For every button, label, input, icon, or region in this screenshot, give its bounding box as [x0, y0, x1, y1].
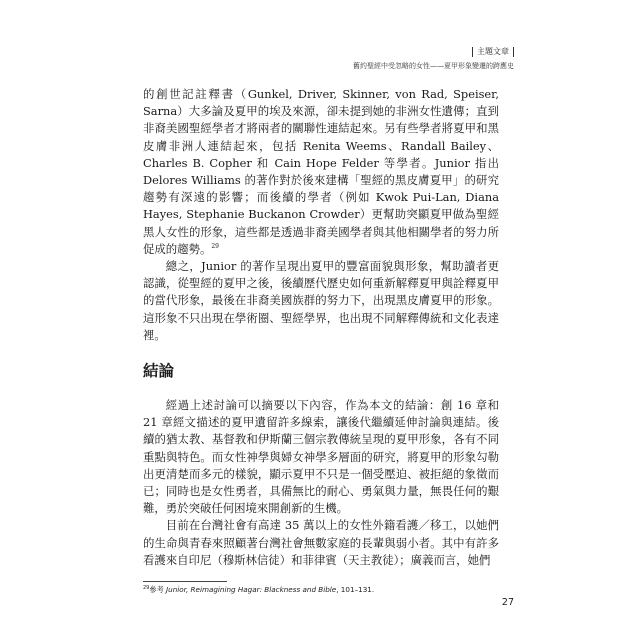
- running-header: [353, 39, 514, 71]
- footnote-29: [143, 585, 499, 595]
- paragraph-3: 經過上述討論可以摘要以下內容，作為本文的結論：創 16 章和 21 章經文描述的夏甲遺留許多線索，讓後代繼續延伸討論與連結。後續的猶太教、基督教和伊斯蘭三個宗教傳統呈現的夏甲形象，各有不同重點與特色。而女性神學與婦女神學多層面的研究，將夏甲的形象勾勒出更清楚而多元的樣貌，顯示夏甲不只是一個受壓迫、被拒絕的象徵而已；同時也是女性勇者，具備無比的耐心、勇氣與力量，無畏任何的艱難，勇於突破任何困境來開創新的生機。: [143, 398, 499, 516]
- paragraph-1: [143, 86, 499, 258]
- page-number: 27: [501, 597, 514, 608]
- body-text: [143, 86, 499, 569]
- footnote-number: 29: [143, 585, 150, 591]
- paragraph-4: 目前在台灣社會有高達 35 萬以上的女性外籍看護／移工，以她們的生命與青春來照顧著台灣社會無數家庭的長輩與弱小者。其中有許多看護來自印尼（穆斯林信徒）和菲律賓（天主教徒）；廣義而言，她們: [143, 518, 499, 567]
- running-title: 舊約聖經中受忽略的女性——夏甲形象變遷的跨應史: [353, 62, 514, 70]
- footnote-pages: , 101–131.: [336, 585, 375, 594]
- footnote-prefix: 參考: [149, 585, 167, 594]
- paragraph-2: 總之，Junior 的著作呈現出夏甲的豐富面貌與形象，幫助讀者更認識，從聖經的夏甲之後，後續歷代歷史如何重新解釋夏甲與詮釋夏甲的當代形象，最後在非裔美國族群的努力下，出現黑皮膚夏甲的形象。這形象不只出現在學術圈、聖經學界，也出現不同解釋傳統和文化表達裡。: [143, 259, 499, 342]
- paragraph-1-text: 的創世記註釋書（Gunkel, Driver, Skinner, von Rad, Speiser, Sarna）大多論及夏甲的埃及來源，卻未提到她的非洲女性遺傳；直到非裔美國聖經學者才將兩者的關聯性連結起來。另有些學者將夏甲和黑皮膚非洲人連結起來，包括 Renita Weems、Randall Bailey、Charles B. Copher 和 Cain Hope Felder 等學者。Junior 指出 Delores Williams 的著作對於後來建構「聖經的黑皮膚夏甲」的研究趨勢有深遠的影響；而後續的學者（例如 Kwok Pui-Lan, Diana Hayes, Stephanie Buckanon Crowder）更幫助突顯夏甲做為聖經黑人女性的形象，這些都是透過非裔美國學者與其他相關學者的努力所促成的趨勢。: [143, 87, 499, 256]
- section-heading-conclusion: 結論: [143, 362, 175, 381]
- footnote-book-title: Junior, Reimagining Hagar: Blackness and Bible: [166, 585, 337, 594]
- footnote-divider: [143, 581, 227, 582]
- section-tag: 主題文章: [472, 47, 514, 57]
- footnote-ref-29[interactable]: 29: [211, 242, 219, 250]
